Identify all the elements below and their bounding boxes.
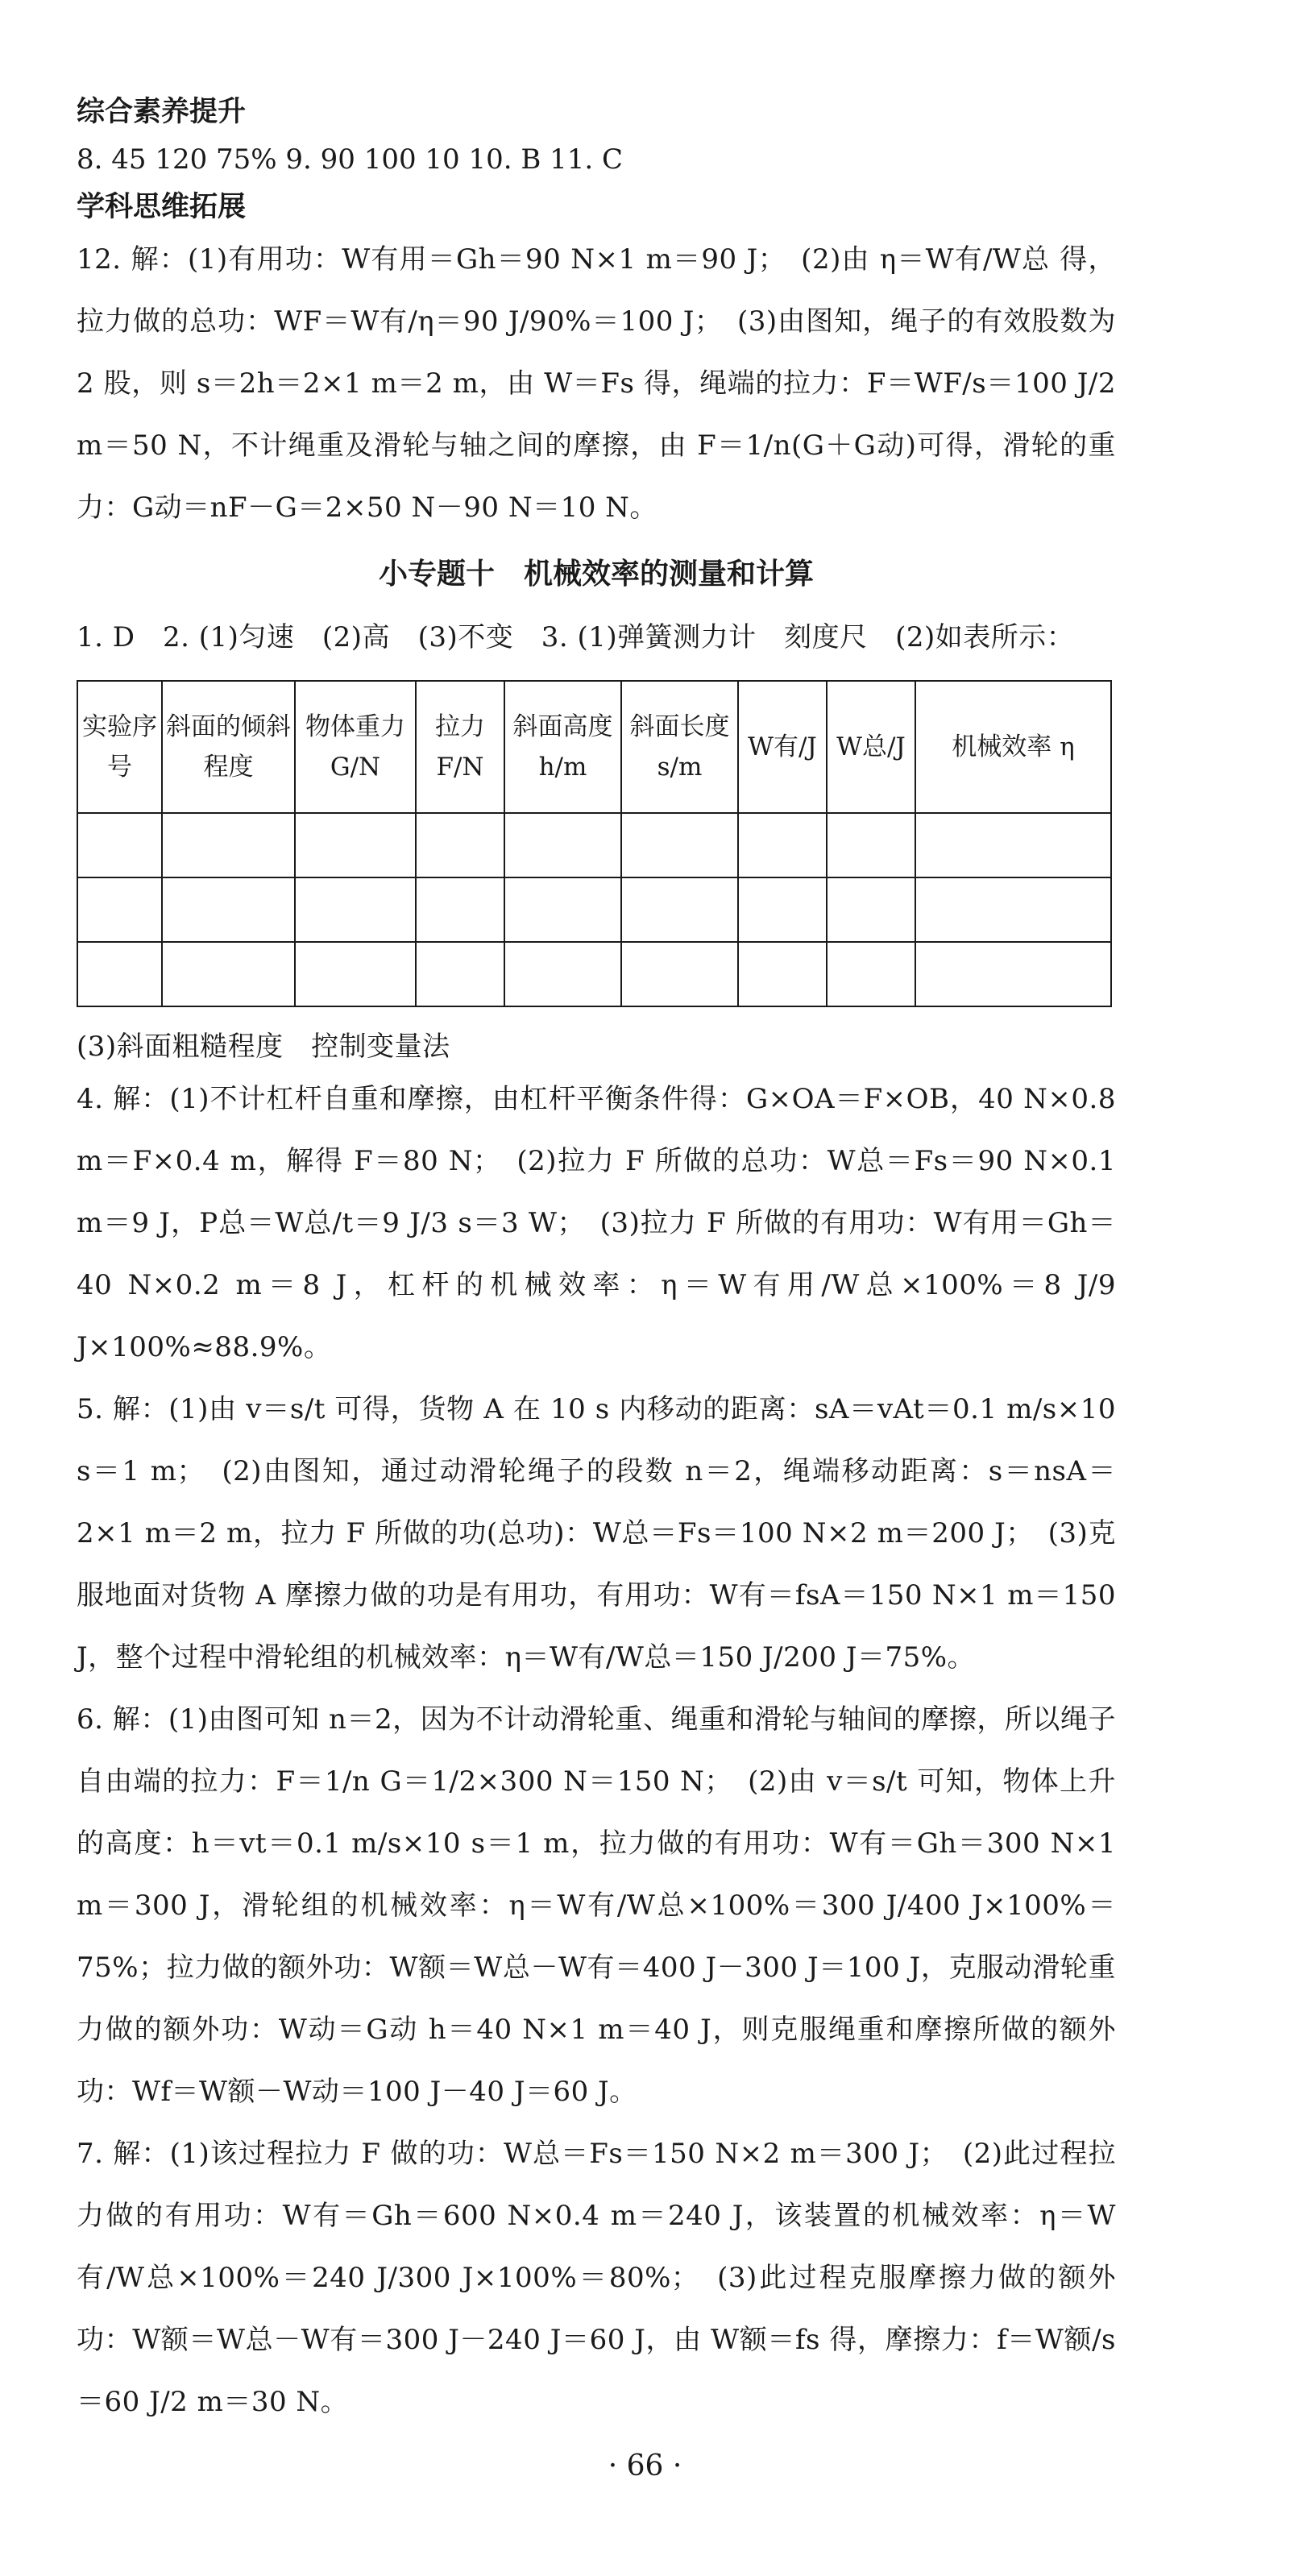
experiment-table <box>77 680 1112 1007</box>
answers-1-3: 1. D 2. (1)匀速 (2)高 (3)不变 3. (1)弹簧测力计 刻度尺 (2)如表所示： <box>77 621 1075 653</box>
header-cell: 实验序号 <box>77 681 162 813</box>
table-row <box>77 877 1111 942</box>
solution-5: 5. 解：(1)由 v＝s/t 可得，货物 A 在 10 s 内移动的距离：sA＝vAt＝0.1 m/s×10 s＝1 m； (2)由图知，通过动滑轮绳子的段数 n＝2，绳端移动距离：s＝nsA＝2×1 m＝2 m，拉力 F 所做的功(总功)：W总＝Fs＝100 N×2 m＝200 J； (3)克服地面对货物 A 摩擦力做的功是有用功，有用功：W有＝fsA＝150 N×1 m＝150 J，整个过程中滑轮组的机械效率：η＝W有/W总＝150 J/200 J＝75%。 <box>77 1393 1116 1674</box>
header-cell: 机械效率 η <box>915 681 1111 813</box>
header-cell: 斜面高度 h/m <box>504 681 621 813</box>
answers-8-11: 8. 45 120 75% 9. 90 100 10 10. B 11. C <box>77 143 624 176</box>
section-heading-comprehensive: 综合素养提升 <box>77 96 247 128</box>
header-cell: W总/J <box>827 681 915 813</box>
header-cell: 斜面的倾斜程度 <box>162 681 295 813</box>
solution-6: 6. 解：(1)由图可知 n＝2，因为不计动滑轮重、绳重和滑轮与轴间的摩擦，所以绳子自由端的拉力：F＝1/n G＝1/2×300 N＝150 N； (2)由 v＝s/t 可知，物体上升的高度：h＝vt＝0.1 m/s×10 s＝1 m，拉力做的有用功：W有＝Gh＝300 N×1 m＝300 J，滑轮组的机械效率：η＝W有/W总×100%＝300 J/400 J×100%＝75%；拉力做的额外功：W额＝W总－W有＝400 J－300 J＝100 J，克服动滑轮重力做的额外功：W动＝G动 h＝40 N×1 m＝40 J，则克服绳重和摩擦所做的额外功：Wf＝W额－W动＝100 J－40 J＝60 J。 <box>77 1703 1116 2108</box>
page-number: · 66 · <box>608 2449 682 2483</box>
section-heading-thinking: 学科思维拓展 <box>77 191 247 223</box>
header-cell: 物体重力 G/N <box>295 681 416 813</box>
answer-3-part3: (3)斜面粗糙程度 控制变量法 <box>77 1031 450 1063</box>
header-cell: 斜面长度 s/m <box>621 681 738 813</box>
solution-7: 7. 解：(1)该过程拉力 F 做的功：W总＝Fs＝150 N×2 m＝300 J； (2)此过程拉力做的有用功：W有＝Gh＝600 N×0.4 m＝240 J，该装置的机械效率：η＝W有/W总×100%＝240 J/300 J×100%＝80%； (3)此过程克服摩擦力做的额外功：W额＝W总－W有＝300 J－240 J＝60 J，由 W额＝fs 得，摩擦力：f＝W额/s＝60 J/2 m＝30 N。 <box>77 2138 1116 2418</box>
solution-12: 12. 解：(1)有用功：W有用＝Gh＝90 N×1 m＝90 J； (2)由 η＝W有/W总 得，拉力做的总功：WF＝W有/η＝90 J/90%＝100 J； (3)由图知，绳子的有效股数为 2 股，则 s＝2h＝2×1 m＝2 m，由 W＝Fs 得，绳端的拉力：F＝WF/s＝100 J/2 m＝50 N，不计绳重及滑轮与轴之间的摩擦，由 F＝1/n(G＋G动)可得，滑轮的重力：G动＝nF－G＝2×50 N－90 N＝10 N。 <box>77 243 1116 524</box>
answer-page <box>77 90 1116 2433</box>
solution-4: 4. 解：(1)不计杠杆自重和摩擦，由杠杆平衡条件得：G×OA＝F×OB，40 N×0.8 m＝F×0.4 m，解得 F＝80 N； (2)拉力 F 所做的总功：W总＝Fs＝90 N×0.1 m＝9 J，P总＝W总/t＝9 J/3 s＝3 W； (3)拉力 F 所做的有用功：W有用＝Gh＝40 N×0.2 m＝8 J，杠杆的机械效率：η＝W有用/W总×100%＝8 J/9 J×100%≈88.9%。 <box>77 1083 1116 1363</box>
table-header-row <box>77 681 1111 813</box>
header-cell: 拉力 F/N <box>416 681 504 813</box>
table-row <box>77 813 1111 877</box>
topic-title: 小专题十 机械效率的测量和计算 <box>378 558 814 591</box>
table-row <box>77 942 1111 1006</box>
header-cell: W有/J <box>738 681 827 813</box>
